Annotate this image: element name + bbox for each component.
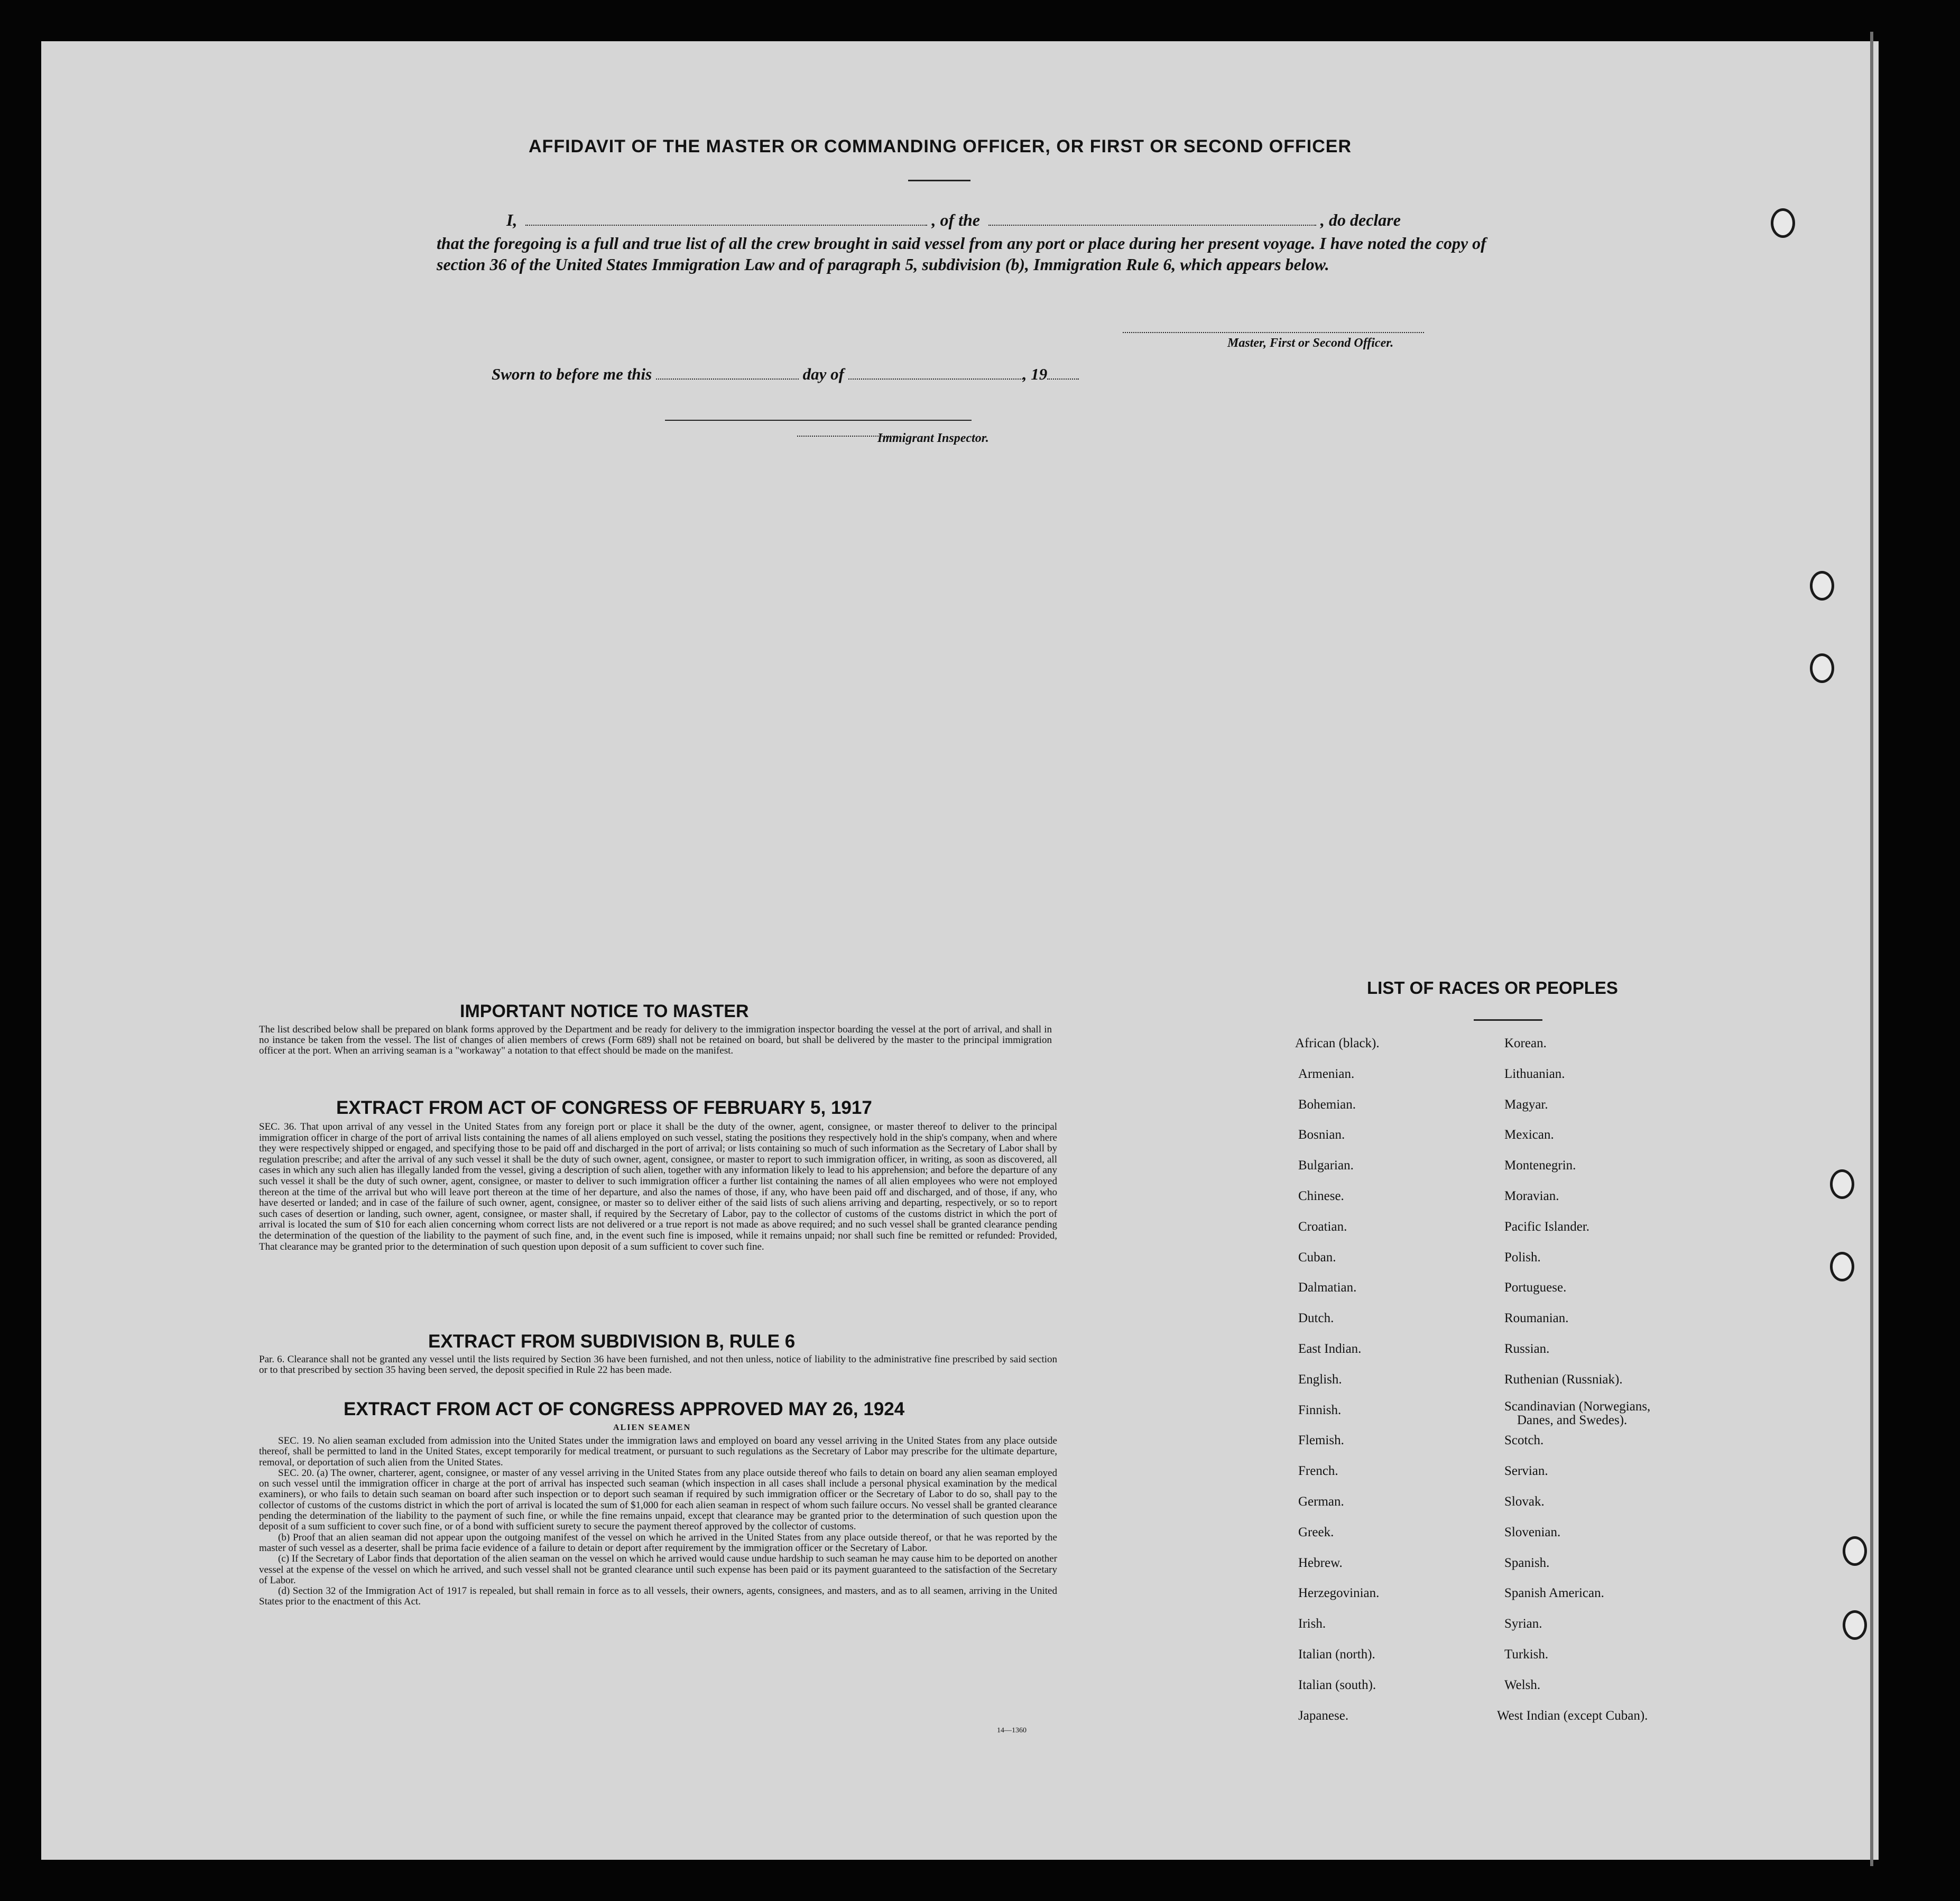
sworn-year: , 19 xyxy=(1022,365,1048,383)
sheet-edge xyxy=(1870,32,1873,1866)
punch-hole xyxy=(1771,208,1795,238)
affidavit-title: AFFIDAVIT OF THE MASTER OR COMMANDING OFFICER, OR FIRST OR SECOND OFFICER xyxy=(529,136,1352,156)
punch-hole xyxy=(1830,1252,1854,1281)
sworn-day-of: day of xyxy=(802,365,844,383)
race-item: African (black). xyxy=(1295,1036,1380,1050)
races-rule xyxy=(1474,1019,1542,1021)
declaration-i: I, xyxy=(506,210,517,229)
race-item: Lithuanian. xyxy=(1504,1066,1565,1081)
race-item: West Indian (except Cuban). xyxy=(1497,1708,1648,1723)
extract-rule6-text: Par. 6. Clearance shall not be granted any vessel until the lists required by Section 36 have been furnished, and not then unless, notice of liability to the administrative fine prescribed by said section or to that prescribed by section 35 having been served, the deposit specified in Rule 22 has been made. xyxy=(259,1354,1057,1376)
races-title: LIST OF RACES OR PEOPLES xyxy=(1367,978,1618,998)
extract-1924-text xyxy=(259,1436,1057,1608)
sec20a-paragraph: SEC. 20. (a) The owner, charterer, agent, consignee, or master of any vessel arriving in the United States from any place outside thereof who fails to detain on board any alien seaman employed on such vessel until the immigration officer in charge at the port of arrival has inspected such seaman (which inspection in all cases shall include a personal physical examination by the medical examiners), or who fails to detain such seaman on board after such inspection or to deport such seaman if required by such immigration officer or the Secretary of Labor to do so, shall pay to the collector of customs of the customs district in which the port of arrival is located the sum of $1,000 for each alien seaman in respect of whom such failure occurs. No vessel shall be granted clearance pending the determination of the liability to the payment of such fine, or while the fine remains unpaid, except that clearance may be granted prior to the determination of such question upon the deposit of a sum sufficient to cover such fine, or of a bond with sufficient surety to secure the payment thereof approved by the collector of customs. xyxy=(259,1467,1057,1533)
race-item: Chinese. xyxy=(1298,1189,1344,1203)
sec20d-paragraph: (d) Section 32 of the Immigration Act of 1917 is repealed, but shall remain in force as to all vessels, their owners, agents, consignees, and masters, and as to all seamen, arriving in the United States prior to the enactment of this Act. xyxy=(259,1585,1057,1608)
race-item: Magyar. xyxy=(1504,1097,1548,1112)
title-rule xyxy=(908,180,970,181)
bleed-through-area xyxy=(517,422,1733,950)
extract-1917-text: SEC. 36. That upon arrival of any vessel in the United States from any foreign port or place it shall be the duty of the owner, agent, consignee, or master thereof to deliver to the principal immigration officer in charge of the port of arrival lists containing the names of all aliens employed on such vessel, stating the positions they respectively hold in the ship's company, when and where they were respectively shipped or engaged, and specifying those to be paid off and discharged in the port of arrival; or lists containing so much of such information as the Secretary of Labor shall by regulation prescribe; and after the arrival of any such vessel it shall be the duty of such owner, agent, consignee, or master to report to such immigration officer, in writing, as soon as discovered, all cases in which any such alien has illegally landed from the vessel, giving a description of such alien, together with any information likely to lead to his apprehension; and before the departure of any such vessel it shall be the duty of such owner, agent, consignee, or master to deliver to such immigration officer a further list containing the names of all alien employees who were not employed thereon at the time of the arrival but who will leave port thereon at the time of her departure, and also the names of those, if any, who have been paid off and discharged, and of those, if any, who have deserted or landed; and in case of the failure of such owner, agent, consignee, or master so to deliver either of the said lists of such aliens arriving and departing, respectively, or so to report such cases of desertion or landing, such owner, agent, consignee, or master shall, if required by the Secretary of Labor, pay to the collector of customs of the customs district in which the port of arrival is located the sum of $10 for each alien concerning whom correct lists are not delivered or a true report is not made as above required; and no such vessel shall be granted clearance pending the determination of the question of the liability to the payment of such fine, and, in the event such fine is imposed, while it remains unpaid; nor shall such fine be remitted or refunded: Provided, That clearance may be granted prior to the determination of such question upon deposit of a sum sufficient to cover such fine. xyxy=(259,1121,1057,1252)
race-item: Bulgarian. xyxy=(1298,1158,1354,1173)
race-item: German. xyxy=(1298,1494,1344,1509)
race-item: Portuguese. xyxy=(1504,1280,1567,1295)
extract-rule6-title: EXTRACT FROM SUBDIVISION B, RULE 6 xyxy=(428,1331,796,1352)
race-item: Pacific Islander. xyxy=(1504,1219,1590,1234)
race-item: Spanish. xyxy=(1504,1555,1550,1570)
notice-text: The list described below shall be prepared on blank forms approved by the Department and be ready for delivery to the immigration inspector boarding the vessel at the port of arrival, and shall in no instance be taken from the vessel. The list of changes of alien members of crews (Form 689) shall not be retained on board, but shall be delivered by the master to the principal immigration officer at the port. When an arriving seaman is a "workaway" a notation to that effect should be made on the manifest. xyxy=(259,1024,1052,1056)
vessel-blank[interactable] xyxy=(988,211,1316,226)
race-item: Greek. xyxy=(1298,1525,1334,1539)
race-item: Bohemian. xyxy=(1298,1097,1356,1112)
race-item: Japanese. xyxy=(1298,1708,1349,1723)
extract-1924-title: EXTRACT FROM ACT OF CONGRESS APPROVED MAY 26, 1924 xyxy=(344,1399,905,1419)
sworn-text: Sworn to before me this xyxy=(492,365,652,383)
race-item: Flemish. xyxy=(1298,1433,1344,1448)
race-item: Dalmatian. xyxy=(1298,1280,1357,1295)
race-item: Herzegovinian. xyxy=(1298,1586,1380,1601)
race-item: Italian (north). xyxy=(1298,1647,1375,1662)
race-item: Irish. xyxy=(1298,1617,1326,1631)
name-blank[interactable] xyxy=(525,211,927,226)
race-item: Hebrew. xyxy=(1298,1555,1343,1570)
race-item: Cuban. xyxy=(1298,1250,1336,1265)
sec19-paragraph: SEC. 19. No alien seaman excluded from admission into the United States under the immigration laws and employed on board any vessel arriving in the United States from any place outside thereof, shall be permitted to land in the United States, except temporarily for medical treatment, or pursuant to such regulations as the Secretary of Labor may prescribe for the ultimate departure, removal, or deportation of such alien from the United States. xyxy=(259,1435,1057,1468)
race-item: Armenian. xyxy=(1298,1066,1355,1081)
race-item: Korean. xyxy=(1504,1036,1547,1050)
race-item-note: Danes, and Swedes). xyxy=(1517,1413,1628,1427)
race-item: Welsh. xyxy=(1504,1677,1541,1692)
declaration-of-the: , of the xyxy=(931,210,980,229)
race-item: Turkish. xyxy=(1504,1647,1549,1662)
declaration-do-declare: , do declare xyxy=(1320,210,1401,229)
race-item: Dutch. xyxy=(1298,1311,1334,1326)
race-item: Slovenian. xyxy=(1504,1525,1561,1539)
race-item: French. xyxy=(1298,1464,1338,1479)
race-item: Croatian. xyxy=(1298,1219,1347,1234)
race-item: Finnish. xyxy=(1298,1402,1342,1417)
document-sheet xyxy=(41,41,1879,1860)
race-item: Polish. xyxy=(1504,1250,1541,1265)
race-item: Italian (south). xyxy=(1298,1677,1376,1692)
race-item: Ruthenian (Russniak). xyxy=(1504,1372,1623,1387)
form-number: 14—1360 xyxy=(997,1727,1027,1734)
signature-line[interactable] xyxy=(1123,332,1424,333)
sworn-month-blank[interactable] xyxy=(848,365,1023,380)
punch-hole xyxy=(1843,1536,1867,1566)
inspector-caption: Immigrant Inspector. xyxy=(877,431,989,445)
race-item: Roumanian. xyxy=(1504,1311,1569,1326)
race-item: East Indian. xyxy=(1298,1342,1362,1356)
extract-1917-title: EXTRACT FROM ACT OF CONGRESS OF FEBRUARY 5, 1917 xyxy=(336,1097,872,1118)
punch-hole xyxy=(1810,571,1834,601)
race-item: Syrian. xyxy=(1504,1617,1542,1631)
race-item: Slovak. xyxy=(1504,1494,1545,1509)
race-item: Servian. xyxy=(1504,1464,1548,1479)
race-item: Russian. xyxy=(1504,1342,1550,1356)
notice-title: IMPORTANT NOTICE TO MASTER xyxy=(460,1001,749,1021)
race-item: Bosnian. xyxy=(1298,1128,1345,1142)
sec20c-paragraph: (c) If the Secretary of Labor finds that deportation of the alien seaman on the vessel on which he arrived would cause undue hardship to such seaman he may cause him to be deported on another vessel at the expense of the vessel on which he arrived, and such vessel shall not be granted clearance until such expense has been paid or its payment guaranteed to the satisfaction of the Secretary of Labor. xyxy=(259,1553,1057,1586)
race-item: Montenegrin. xyxy=(1504,1158,1576,1173)
punch-hole xyxy=(1830,1169,1854,1199)
sworn-year-blank[interactable] xyxy=(1047,365,1079,380)
punch-hole xyxy=(1843,1610,1867,1640)
race-item: Spanish American. xyxy=(1504,1586,1604,1601)
sec20b-paragraph: (b) Proof that an alien seaman did not appear upon the outgoing manifest of the vessel on which he arrived in the United States from any place outside thereof, or that he was reported by the master of such vessel as a deserter, shall be prima facie evidence of a failure to detain or deport after requirement by the immigration officer or the Secretary of Labor. xyxy=(259,1531,1057,1554)
punch-hole xyxy=(1810,653,1834,683)
race-item: Moravian. xyxy=(1504,1189,1559,1203)
inspector-signature-line[interactable] xyxy=(665,420,972,421)
declaration-line xyxy=(506,209,1500,230)
sworn-line xyxy=(492,365,1079,384)
race-item: Scandinavian (Norwegians, Danes, and Swedes). xyxy=(1504,1399,1651,1427)
alien-seamen-subtitle: ALIEN SEAMEN xyxy=(613,1423,691,1432)
declaration-body: that the foregoing is a full and true list of all the crew brought in said vessel from any port or place during her present voyage. I have noted the copy of section 36 of the United States Immigration Law and of paragraph 5, subdivision (b), Immigration Rule 6, which appears below. xyxy=(437,234,1486,274)
race-item: Mexican. xyxy=(1504,1128,1554,1142)
signature-caption: Master, First or Second Officer. xyxy=(1227,336,1394,350)
race-item: Scotch. xyxy=(1504,1433,1544,1448)
race-item: English. xyxy=(1298,1372,1342,1387)
sworn-day-blank[interactable] xyxy=(656,365,799,380)
